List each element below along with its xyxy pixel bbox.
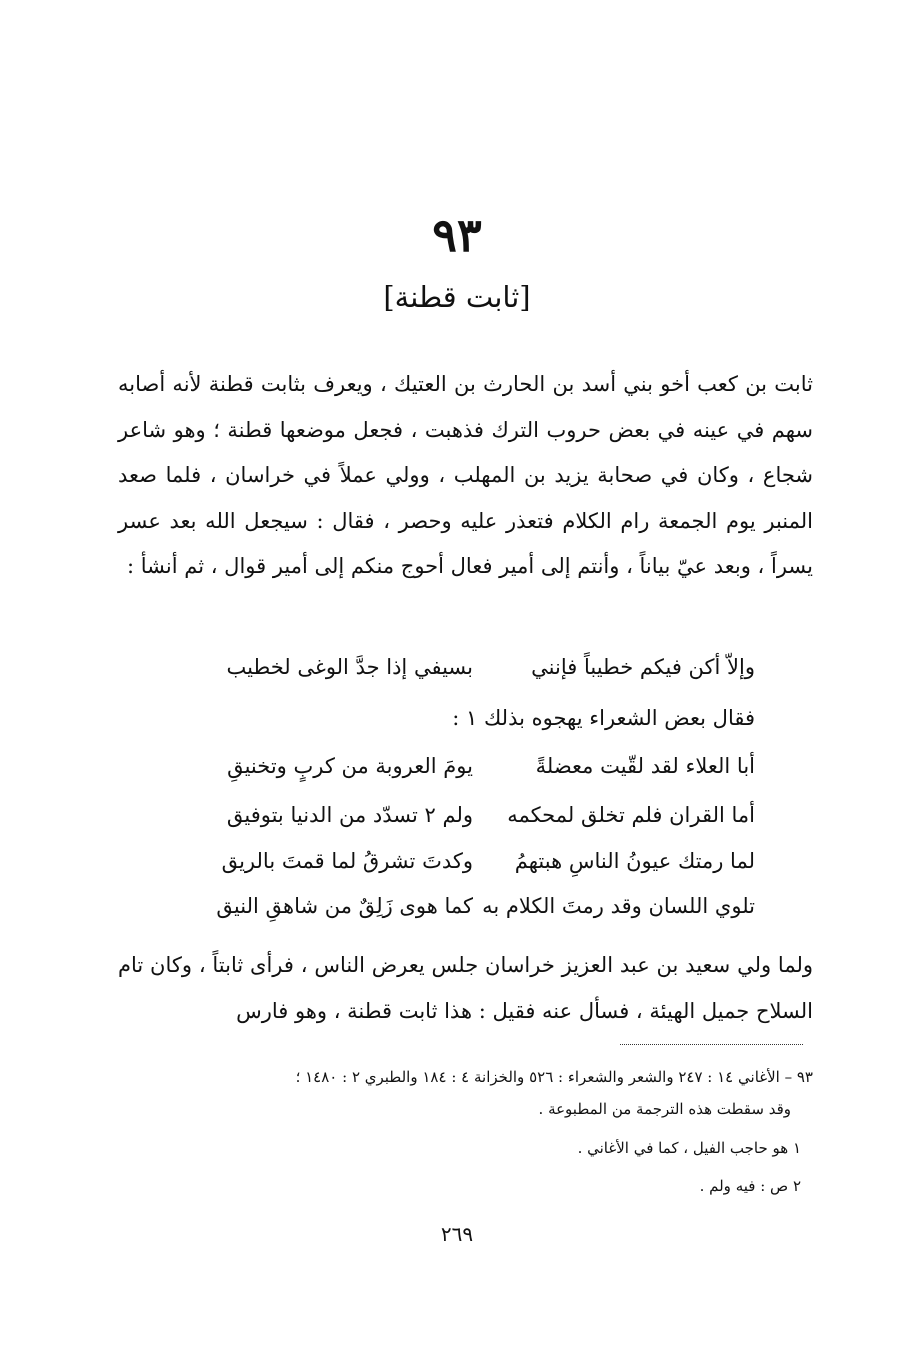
section-title: [ثابت قطنة]: [383, 280, 531, 314]
verse-second-hemistich: يومَ العروبة من كربٍ وتخنيقِ: [227, 754, 473, 778]
verse-line: [118, 792, 813, 838]
footnote-sources-continued: وقد سقطت هذه الترجمة من المطبوعة .: [538, 1100, 791, 1118]
verse-line: [118, 743, 813, 789]
verse-first-hemistich: أما القران فلم تخلق لمحكمه: [507, 803, 755, 827]
verse-line: [118, 838, 813, 884]
footnote-2: ٢ ص : فيه ولم .: [699, 1177, 801, 1195]
page-number: ٢٦٩: [440, 1222, 474, 1246]
verse-first-hemistich: تلوي اللسان وقد رمتَ الكلام به: [482, 894, 755, 918]
verse-first-hemistich: لما رمتك عيونُ الناسِ هبتهمُ: [514, 849, 755, 873]
verse-line: [118, 644, 813, 690]
footnote-sources: ٩٣ – الأغاني ١٤ : ٢٤٧ والشعر والشعراء : ٥٢٦ والخزانة ٤ : ١٨٤ والطبري ٢ : ١٤٨٠ ؛: [295, 1068, 813, 1086]
verse-line: [118, 883, 813, 929]
section-number: ٩٣: [432, 208, 482, 262]
body-paragraph-2: ولما ولي سعيد بن عبد العزيز خراسان جلس يعرض الناس ، فرأى ثابتاً ، وكان تام السلاح جميل الهيئة ، فسأل عنه فقيل : هذا ثابت قطنة ، وهو فارس: [118, 953, 813, 1023]
body-paragraph-1: ثابت بن كعب أخو بني أسد بن الحارث بن العتيك ، ويعرف بثابت قطنة لأنه أصابه سهم في عينه في بعض حروب الترك فذهبت ، فجعل موضعها قطنة ؛ وهو شاعر شجاع ، وكان في صحابة يزيد بن المهلب ، وولي عملاً في خراسان ، فلما صعد المنبر يوم الجمعة رام الكلام فتعذر عليه وحصر ، فقال : سيجعل الله بعد عسر يسراً ، وبعد عيّ بياناً ، وأنتم إلى أمير فعال أحوج منكم إلى أمير قوال ، ثم أنشأ :: [118, 372, 813, 578]
verse-second-hemistich: كما هوى زَلِقٌ من شاهقِ النيق: [216, 894, 473, 918]
footnote-1: ١ هو حاجب الفيل ، كما في الأغاني .: [577, 1139, 801, 1157]
footnote-divider: [620, 1044, 803, 1045]
verse-intro-line: فقال بعض الشعراء يهجوه بذلك ١ :: [452, 706, 755, 730]
verse-second-hemistich: ولم ٢ تسدّد من الدنيا بتوفيق: [226, 803, 473, 827]
verse-second-hemistich: بسيفي إذا جدَّ الوغى لخطيب: [226, 655, 473, 679]
verse-first-hemistich: وإلاّ أكن فيكم خطيباً فإنني: [531, 655, 755, 679]
verse-first-hemistich: أبا العلاء لقد لقّيت معضلةً: [535, 754, 755, 778]
verse-second-hemistich: وكدتَ تشرقُ لما قمتَ بالريق: [221, 849, 473, 873]
